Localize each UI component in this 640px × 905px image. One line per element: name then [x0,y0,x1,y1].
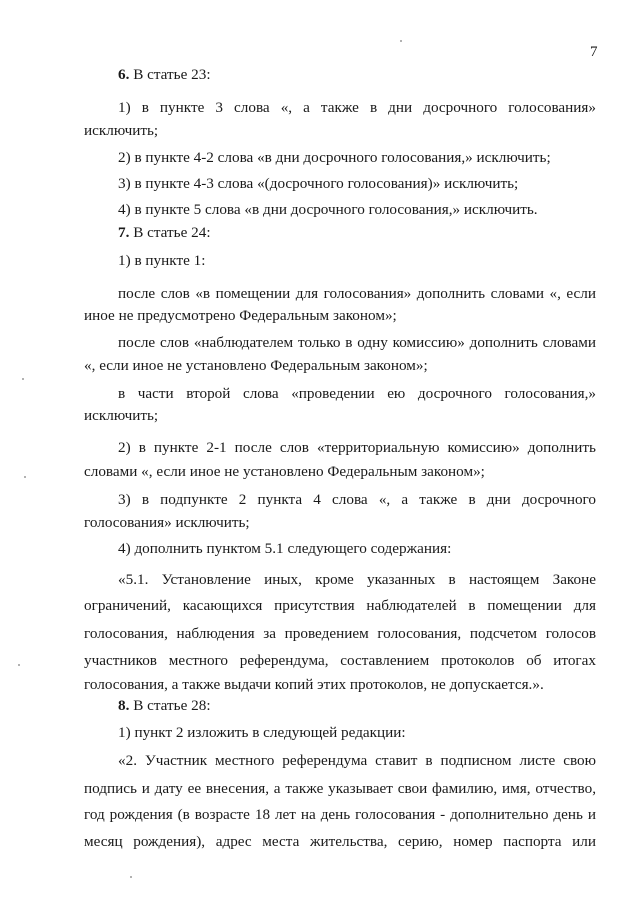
text-line: после слов «в помещении для голосования» дополнить словами «, если [118,285,596,302]
text-line: ограничений, касающихся присутствия наблюдателей в помещении для [84,597,596,614]
text-line: месяц рождения), адрес места жительства, серию, номер паспорта или [84,833,596,850]
text-line: исключить; [84,122,159,139]
text-line: 2) в пункте 2-1 после слов «территориальную комиссию» дополнить [118,439,596,456]
text-line: 3) в пункте 4-3 слова «(досрочного голосования)» исключить; [118,175,519,192]
text-line: «5.1. Установление иных, кроме указанных в настоящем Законе [118,571,596,588]
page-number: 7 [590,44,598,60]
text-line: год рождения (в возрасте 18 лет на день голосования - дополнительно день и [84,806,596,823]
scan-speck [24,476,26,478]
text-line: 1) пункт 2 изложить в следующей редакции: [118,724,406,741]
text-line: участников местного референдума, составлением протоколов об итогах [84,652,596,669]
text-line: 4) дополнить пунктом 5.1 следующего содержания: [118,540,452,557]
scan-speck [18,664,20,666]
article-number: 8. [118,697,130,714]
article-6-heading [118,66,596,84]
article-number: 7. [118,224,130,241]
text-line: голосования, наблюдения за проведением голосования, подсчетом голосов [84,625,596,642]
text-line: после слов «наблюдателем только в одну комиссию» дополнить словами [118,334,596,351]
article-7-heading [118,224,596,242]
text-line: голосования» исключить; [84,514,250,531]
text-line: словами «, если иное не установлено Федеральным законом»; [84,463,485,480]
text-line: в части второй слова «проведении ею досрочного голосования,» [118,385,596,402]
text-line: 3) в подпункте 2 пункта 4 слова «, а также в дни досрочного [118,491,596,508]
text-line: 2) в пункте 4-2 слова «в дни досрочного голосования,» исключить; [118,149,551,166]
text-line: «2. Участник местного референдума ставит в подписном листе свою [118,752,596,769]
heading-text: В статье 23: [129,66,211,83]
heading-text: В статье 24: [129,224,211,241]
text-line: голосования, а также выдачи копий этих протоколов, не допускается.». [84,676,544,693]
text-line: «, если иное не установлено Федеральным законом»; [84,357,428,374]
article-number: 6. [118,66,130,83]
text-line: исключить; [84,407,159,424]
article-8-heading [118,697,596,715]
text-line: подпись и дату ее внесения, а также указывает свои фамилию, имя, отчество, [84,780,596,797]
text-line: 4) в пункте 5 слова «в дни досрочного голосования,» исключить. [118,201,538,218]
scan-speck [400,40,402,42]
text-line: иное не предусмотрено Федеральным законом»; [84,307,397,324]
scan-speck [22,378,24,380]
text-line: 1) в пункте 3 слова «, а также в дни досрочного голосования» [118,99,596,116]
scan-speck [130,876,132,878]
text-line: 1) в пункте 1: [118,252,206,269]
heading-text: В статье 28: [129,697,211,714]
